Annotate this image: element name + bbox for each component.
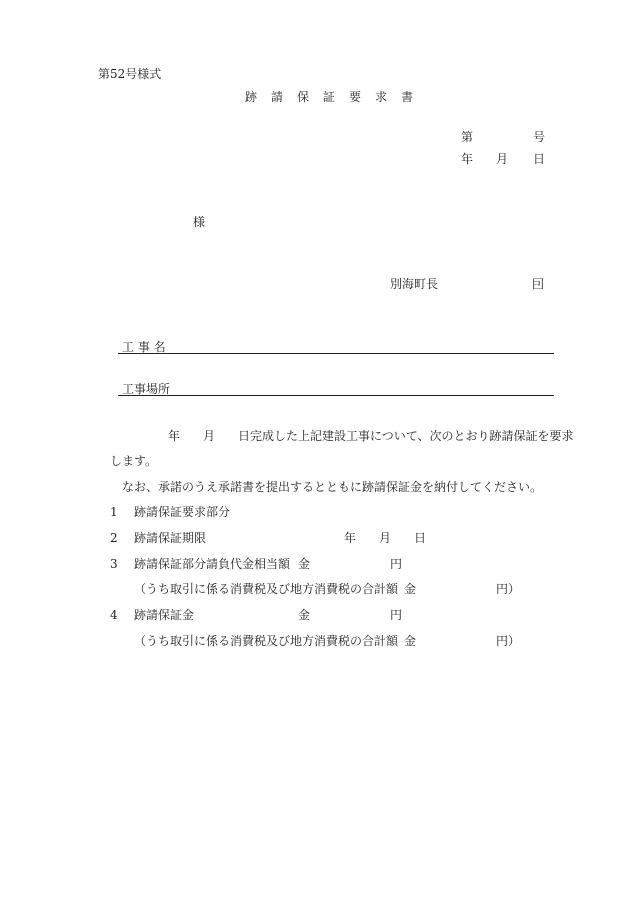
item-2-month-label: 月 bbox=[379, 531, 392, 545]
item-3-tax-kin-label: 金 bbox=[404, 582, 417, 596]
item-3-tax-note: （うち取引に係る消費税及び地方消費税の合計額 bbox=[134, 582, 399, 596]
body-year-label: 年 bbox=[168, 429, 181, 443]
item-4-label: 跡請保証金 bbox=[134, 608, 195, 622]
project-site-line bbox=[118, 395, 554, 396]
item-4-tax-note: （うち取引に係る消費税及び地方消費税の合計額 bbox=[134, 634, 399, 648]
doc-number-prefix: 第 bbox=[461, 130, 474, 144]
item-2-label: 跡請保証期限 bbox=[134, 531, 207, 545]
form-number: 第52号様式 bbox=[98, 67, 162, 81]
body-month-label: 月 bbox=[203, 429, 216, 443]
item-4-tax-kin-label: 金 bbox=[404, 634, 417, 648]
item-3-kin-label: 金 bbox=[298, 557, 311, 571]
item-1-label: 跡請保証要求部分 bbox=[134, 505, 231, 519]
doc-number-suffix: 号 bbox=[533, 130, 546, 144]
item-2-year-label: 年 bbox=[344, 531, 357, 545]
item-4-yen-label: 円 bbox=[390, 608, 403, 622]
project-name-label: 工 事 名 bbox=[122, 340, 166, 354]
item-4-kin-label: 金 bbox=[298, 608, 311, 622]
project-name-line bbox=[118, 353, 554, 354]
document-title: 跡請保証要求書 bbox=[245, 90, 428, 104]
item-2-number: 2 bbox=[110, 531, 118, 545]
seal-mark: 囙 bbox=[532, 277, 545, 291]
body-text-line2: します。 bbox=[110, 454, 158, 468]
sender-name: 別海町長 bbox=[390, 277, 439, 291]
addressee-suffix: 様 bbox=[193, 215, 206, 229]
item-3-yen-label: 円 bbox=[390, 557, 403, 571]
project-site-label: 工事場所 bbox=[122, 382, 171, 396]
date-year-label: 年 bbox=[461, 152, 474, 166]
body-text-line1: 日完成した上記建設工事について、次のとおり跡請保証を要求 bbox=[238, 429, 574, 443]
item-3-label: 跡請保証部分請負代金相当額 bbox=[134, 557, 291, 571]
date-day-label: 日 bbox=[533, 152, 546, 166]
item-1-number: 1 bbox=[110, 505, 118, 519]
item-3-tax-yen-label: 円） bbox=[496, 582, 521, 596]
item-3-number: 3 bbox=[110, 557, 118, 571]
item-4-tax-yen-label: 円） bbox=[496, 634, 521, 648]
item-2-day-label: 日 bbox=[414, 531, 427, 545]
date-month-label: 月 bbox=[496, 152, 509, 166]
item-4-number: 4 bbox=[110, 608, 118, 622]
body-text-line3: なお、承諾のうえ承諾書を提出するとともに跡請保証金を納付してください。 bbox=[122, 480, 543, 494]
